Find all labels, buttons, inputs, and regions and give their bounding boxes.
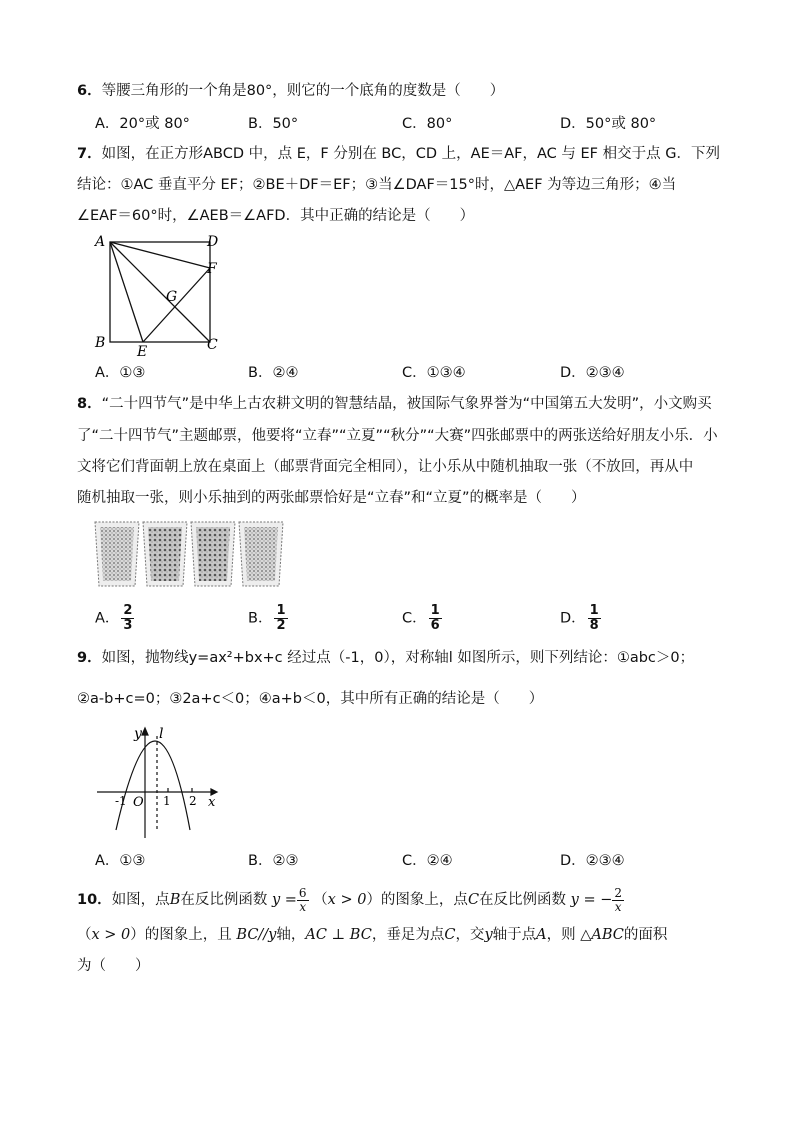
label-g: G [166,289,178,305]
q9-stem-line1: 9．如图，抛物线y=ax²+bx+c 经过点（-1，0），对称轴l 如图所示，则下列结论：①abc＞0； [77,650,695,666]
q8-option-d[interactable]: D． $\frac{1}{8}$ [560,603,599,633]
label-neg1: -1 [115,794,127,808]
q9-option-c[interactable]: C．②④ [402,853,453,869]
q6-option-b[interactable]: B．50° [248,116,299,132]
q9-number: 9． [77,650,102,666]
q9-option-b[interactable]: B．②③ [248,853,299,869]
label-y: y [134,726,142,742]
label-e: E [137,344,148,358]
q7-stem-line3: ∠EAF＝60°时，∠AEB＝∠AFD．其中正确的结论是（ ） [77,208,475,224]
q7-option-b[interactable]: B．②④ [248,365,299,381]
q7-option-c[interactable]: C．①③④ [402,365,466,381]
q6-text: 等腰三角形的一个角是80°，则它的一个底角的度数是（ ） [101,83,505,99]
diagonal-ac [110,242,210,342]
fraction-6-over-x: $\frac{6}{x}$ [298,885,307,914]
q8-stamps-image [93,518,285,590]
q10-stem-line2: （x > 0）的图象上，且 BC//y轴，AC ⊥ BC，垂足为点C，交y轴于点A，则 △ABC的面积 [77,927,668,943]
q6-option-a[interactable]: A．20°或 80° [95,116,190,132]
label-x: x [208,795,216,810]
q10-number: 10． [77,892,112,908]
label-1: 1 [163,794,171,808]
q9-option-a[interactable]: A．①③ [95,853,146,869]
label-b: B [95,335,106,351]
q8-stem-line3: 文将它们背面朝上放在桌面上（邮票背面完全相同），让小乐从中随机抽取一张（不放回，再从中 [77,459,694,475]
q9-parabola-figure [93,722,223,842]
stamp-3 [191,522,235,586]
q8-stem-line4: 随机抽取一张，则小乐抽到的两张邮票恰好是“立春”和“立夏”的概率是（ ） [77,490,586,506]
fraction: $\frac{1}{6}$ [430,603,440,633]
q8-stem-line2: 了“二十四节气”主题邮票，他要将“立春”“立夏”“秋分”“大赛”四张邮票中的两张送给好朋友小乐．小 [77,428,718,444]
parabola-curve [116,741,190,830]
q6-option-d[interactable]: D．50°或 80° [560,116,657,132]
q7-square-figure [90,230,230,358]
fraction: $\frac{1}{8}$ [589,603,599,633]
q7-option-a[interactable]: A．①③ [95,365,146,381]
label-d: D [207,234,219,250]
stamp-4 [239,522,283,586]
q8-option-c[interactable]: C． $\frac{1}{6}$ [402,603,440,633]
q10-stem-line1: 10．如图，点B在反比例函数 y = $\frac{6}{x}$ （x > 0）的图象上，点C在反比例函数 y = − $\frac{2}{x}$ [77,885,623,914]
label-a: A [95,234,106,250]
q8-option-b[interactable]: B． $\frac{1}{2}$ [248,603,286,633]
q7-number: 7． [77,146,102,162]
stamp-2 [143,522,187,586]
label-origin: O [133,795,144,810]
q8-option-a[interactable]: A． $\frac{2}{3}$ [95,603,133,633]
y-axis-arrow [142,728,148,735]
segment-af [110,242,210,268]
label-l: l [159,726,164,742]
q8-stem-line1: 8．“二十四节气”是中华上古农耕文明的智慧结晶，被国际气象界誉为“中国第五大发明”，小文购买 [77,396,712,412]
q7-stem-line1: 7．如图，在正方形ABCD 中，点 E，F 分别在 BC，CD 上，AE＝AF，AC 与 EF 相交于点 G．下列 [77,146,720,162]
q6-number: 6． [77,83,102,99]
fraction: $\frac{1}{2}$ [276,603,286,633]
segment-ef [143,268,210,342]
label-2: 2 [189,794,197,808]
segment-ae [110,242,143,342]
label-f: F [207,261,217,277]
q6-stem [77,81,504,101]
q9-stem-line2: ②a-b+c=0；③2a+c＜0；④a+b＜0，其中所有正确的结论是（ ） [77,691,544,707]
fraction-2-over-x: $\frac{2}{x}$ [614,885,623,914]
q7-option-d[interactable]: D．②③④ [560,365,625,381]
label-c: C [207,337,218,353]
stamp-1 [95,522,139,586]
q7-stem-line2: 结论：①AC 垂直平分 EF；②BE＋DF＝EF；③当∠DAF＝15°时，△AEF 为等边三角形；④当 [77,177,677,193]
q8-number: 8． [77,396,102,412]
q9-option-d[interactable]: D．②③④ [560,853,625,869]
fraction: $\frac{2}{3}$ [123,603,133,633]
q10-stem-line3: 为（ ） [77,958,150,974]
q6-option-c[interactable]: C．80° [402,116,453,132]
